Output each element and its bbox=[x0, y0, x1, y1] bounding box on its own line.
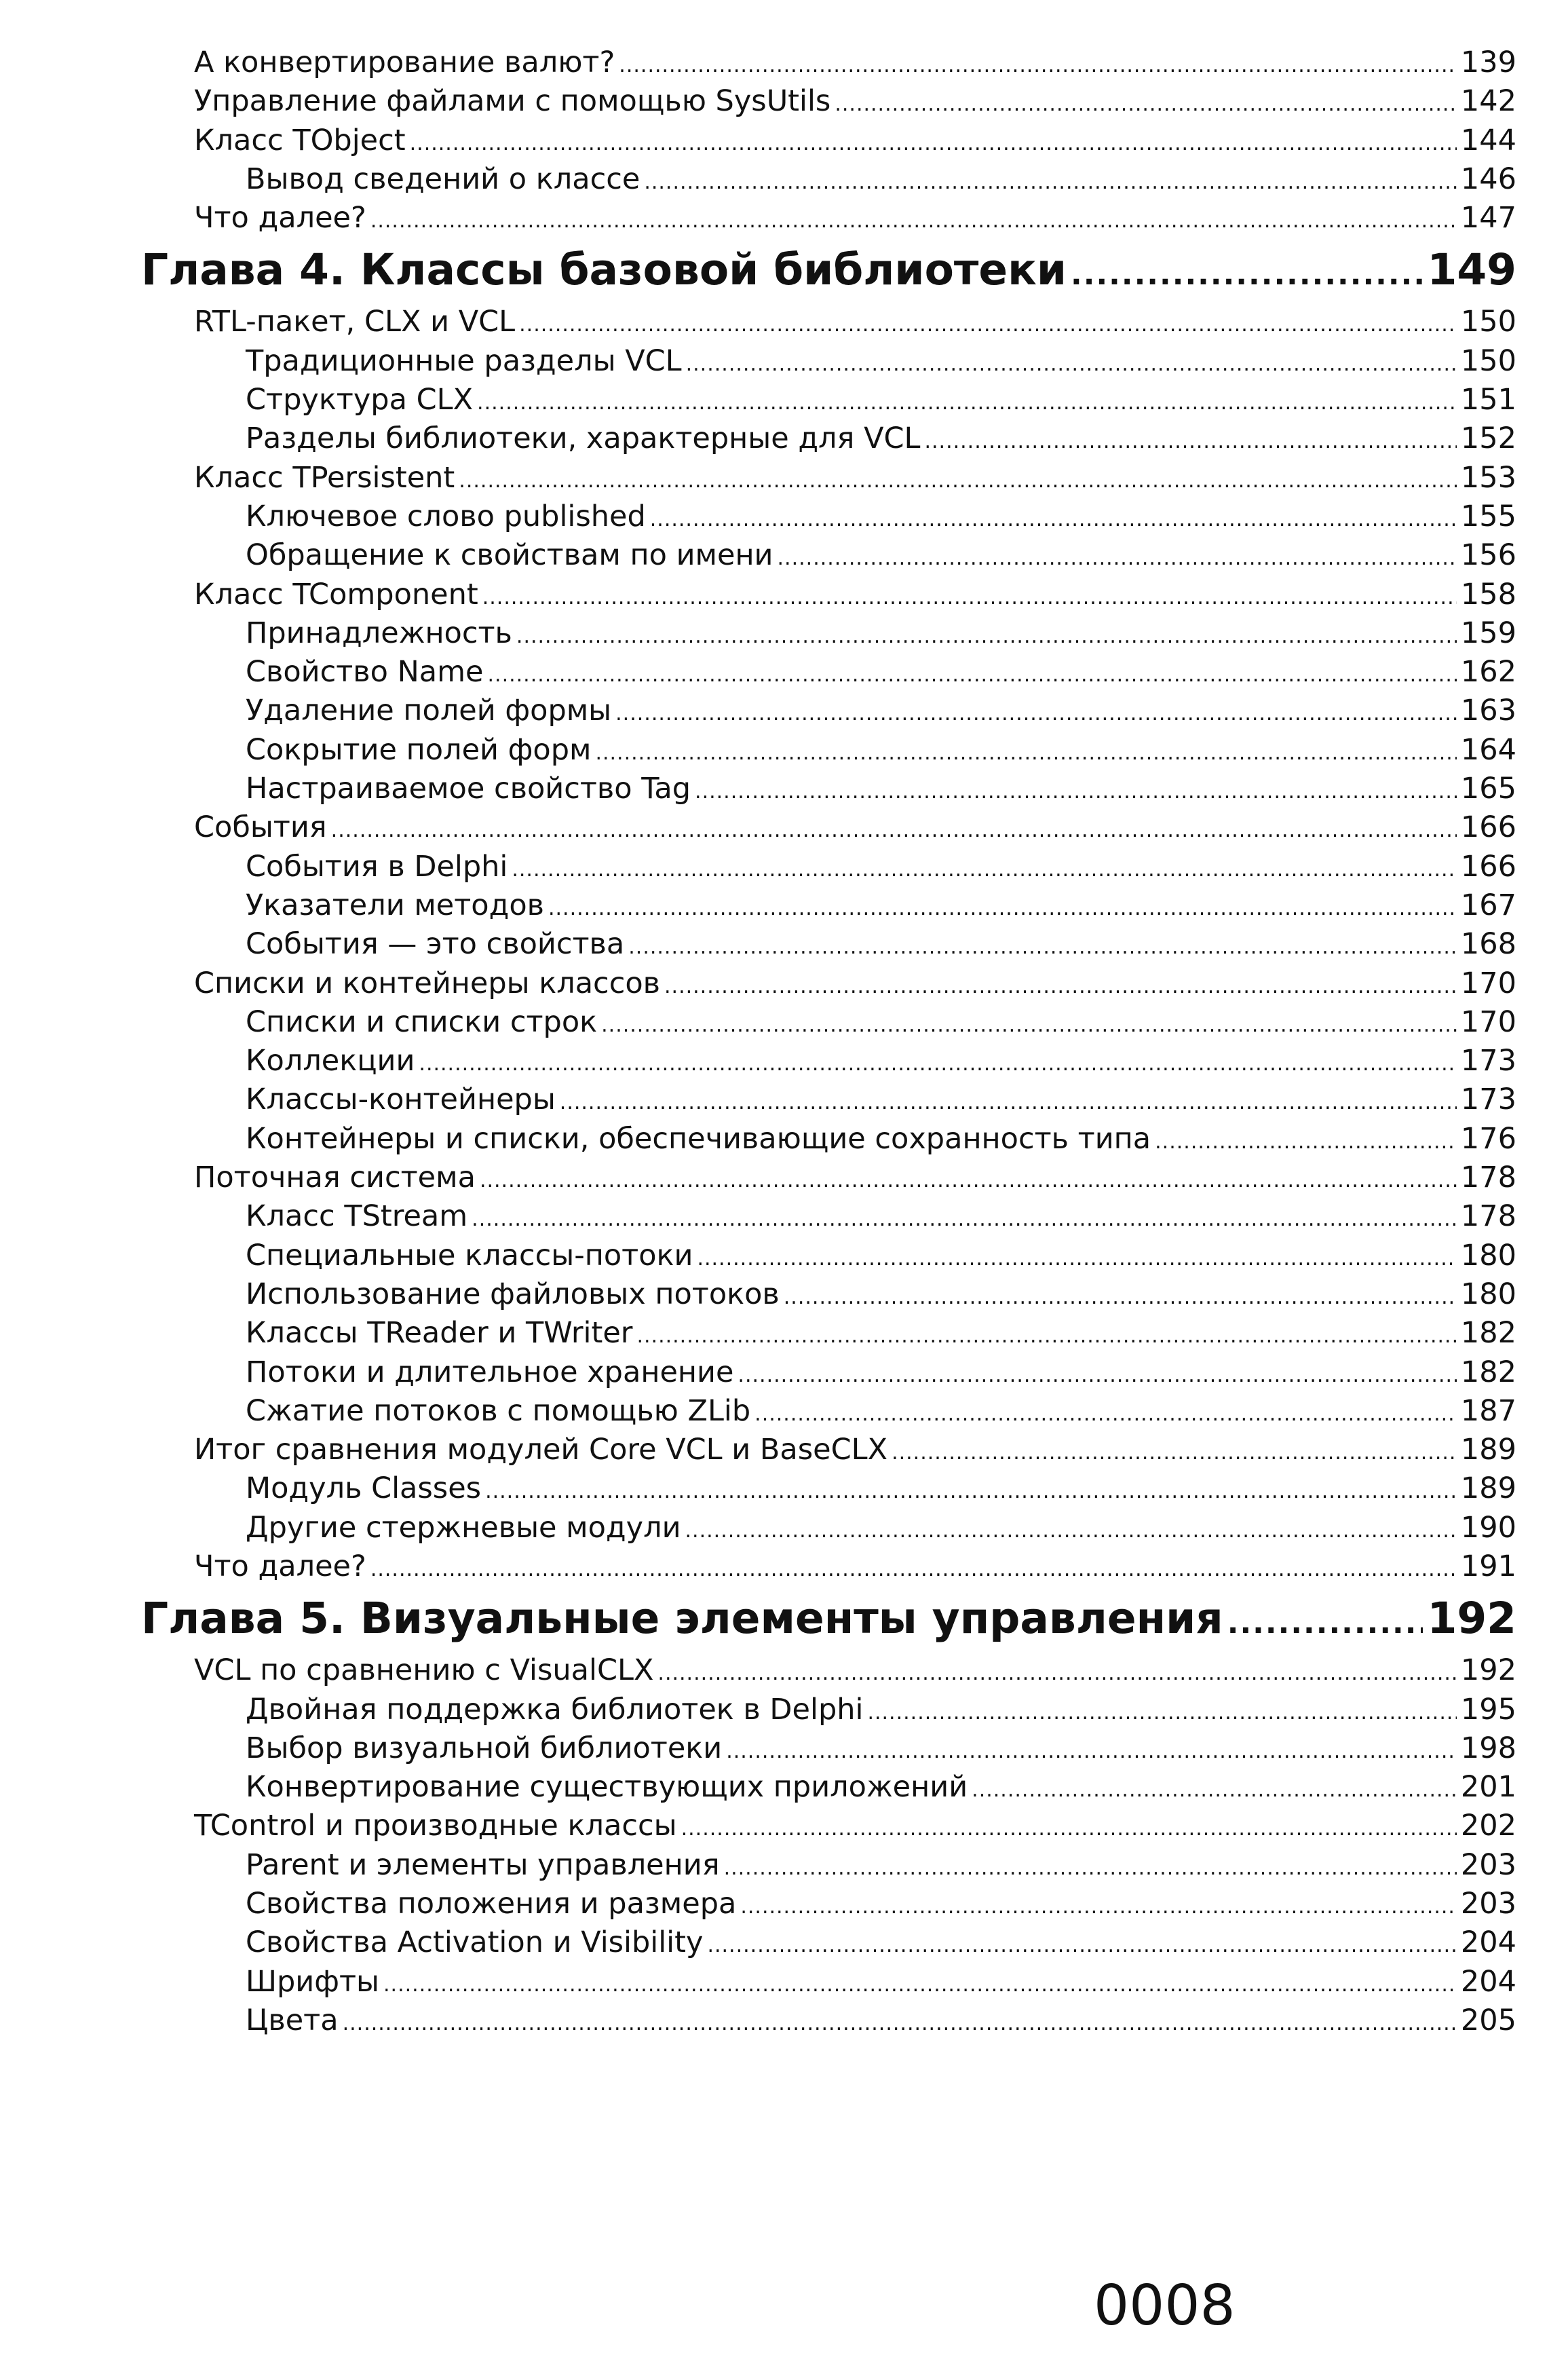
dot-leader bbox=[835, 85, 1457, 124]
toc-entry-title: Указатели методов bbox=[246, 888, 544, 922]
toc-entry-title: Принадлежность bbox=[246, 616, 512, 650]
toc-page-number: 189 bbox=[1460, 1471, 1516, 1506]
toc-entry bbox=[190, 1729, 1516, 1768]
page-number: 0008 bbox=[1094, 2274, 1236, 2338]
dot-leader bbox=[657, 1654, 1457, 1693]
toc-page-number: 165 bbox=[1460, 772, 1516, 806]
toc-page-number: 192 bbox=[1427, 1594, 1516, 1644]
dot-leader bbox=[512, 850, 1457, 889]
toc-entry bbox=[190, 419, 1516, 458]
toc-page-number: 158 bbox=[1460, 577, 1516, 611]
dot-leader bbox=[867, 1693, 1456, 1732]
dot-leader bbox=[650, 500, 1457, 539]
toc-entry-title: Коллекции bbox=[246, 1044, 415, 1078]
toc-entry bbox=[190, 964, 1516, 1003]
toc-entry bbox=[190, 342, 1516, 381]
toc-entry bbox=[190, 1003, 1516, 1042]
toc-entry bbox=[190, 497, 1516, 536]
dot-leader bbox=[707, 1926, 1456, 1965]
toc-entry-title: Обращение к свойствам по имени bbox=[246, 538, 773, 573]
dot-leader bbox=[370, 1550, 1457, 1589]
toc-entry-title: Настраиваемое свойство Tag bbox=[246, 772, 691, 806]
toc-page-number: 159 bbox=[1460, 616, 1516, 650]
dot-leader bbox=[1155, 1123, 1457, 1161]
toc-page-number: 156 bbox=[1460, 538, 1516, 573]
dot-leader bbox=[686, 345, 1457, 383]
toc-entry-title: Класс TObject bbox=[194, 123, 406, 157]
chapter-heading bbox=[141, 1590, 1516, 1647]
toc-entry-title: RTL-пакет, CLX и VCL bbox=[194, 305, 516, 339]
toc-entry-title: VCL по сравнению с VisualCLX bbox=[194, 1653, 654, 1688]
dot-leader bbox=[519, 305, 1457, 344]
toc-entry bbox=[190, 808, 1516, 847]
toc-page-number: 205 bbox=[1460, 2003, 1516, 2037]
toc-entry bbox=[190, 1275, 1516, 1314]
toc-page-number: 170 bbox=[1460, 966, 1516, 1000]
toc-entry-title: Модуль Classes bbox=[246, 1471, 482, 1506]
toc-entry-title: Итог сравнения модулей Core VCL и BaseCLX bbox=[194, 1433, 888, 1467]
toc-page-number: 187 bbox=[1460, 1393, 1516, 1428]
toc-entry bbox=[190, 692, 1516, 730]
toc-entry bbox=[190, 886, 1516, 925]
dot-leader bbox=[331, 811, 1457, 850]
toc-entry-title: Сжатие потоков с помощью ZLib bbox=[246, 1393, 751, 1428]
toc-entry bbox=[190, 1159, 1516, 1197]
toc-page-number: 170 bbox=[1460, 1004, 1516, 1039]
toc-entry bbox=[190, 1469, 1516, 1508]
toc-entry-title: Вывод сведений о классе bbox=[246, 162, 640, 196]
dot-leader bbox=[485, 1472, 1457, 1511]
toc-entry bbox=[190, 160, 1516, 199]
dot-leader bbox=[488, 656, 1457, 694]
toc-page-number: 139 bbox=[1460, 45, 1516, 79]
toc-page-number: 164 bbox=[1460, 732, 1516, 767]
toc-entry-title: Что далее? bbox=[194, 201, 366, 236]
toc-entry-title: А конвертирование валют? bbox=[194, 45, 615, 79]
toc-page-number: 195 bbox=[1460, 1692, 1516, 1727]
toc-page-number: 146 bbox=[1460, 162, 1516, 196]
toc-entry bbox=[190, 1807, 1516, 1845]
dot-leader bbox=[695, 772, 1457, 811]
toc-entry-title: Шрифты bbox=[246, 1964, 379, 1999]
toc-entry bbox=[190, 1651, 1516, 1690]
dot-leader bbox=[383, 1965, 1457, 2004]
toc-page-number: 190 bbox=[1460, 1510, 1516, 1545]
toc-entry bbox=[190, 1353, 1516, 1392]
toc-page-number: 149 bbox=[1427, 245, 1516, 295]
toc-page-number: 182 bbox=[1460, 1316, 1516, 1351]
dot-leader bbox=[477, 383, 1457, 422]
toc-entry-title: Что далее? bbox=[194, 1549, 366, 1583]
toc-page-number: 204 bbox=[1460, 1925, 1516, 1960]
toc-entry-title: Контейнеры и списки, обеспечивающие сохранность типа bbox=[246, 1121, 1151, 1156]
toc-entry-title: Удаление полей формы bbox=[246, 694, 612, 728]
toc-page-number: 204 bbox=[1460, 1964, 1516, 1999]
toc-entry bbox=[190, 1923, 1516, 1962]
toc-entry-title: Сокрытие полей форм bbox=[246, 732, 592, 767]
toc-entry bbox=[190, 1846, 1516, 1885]
toc-entry-title: События — это свойства bbox=[246, 927, 625, 962]
toc-page-number: 180 bbox=[1460, 1238, 1516, 1273]
toc-entry-title: Цвета bbox=[246, 2003, 339, 2037]
dot-leader bbox=[1227, 1595, 1423, 1652]
dot-leader bbox=[644, 163, 1457, 202]
toc-page-number: 201 bbox=[1460, 1770, 1516, 1805]
dot-leader bbox=[681, 1809, 1457, 1848]
chapter-title: Глава 5. Визуальные элементы управления bbox=[141, 1594, 1223, 1644]
toc-entry-title: Структура CLX bbox=[246, 383, 474, 417]
toc-entry-title: Поточная система bbox=[194, 1161, 476, 1195]
toc-entry bbox=[190, 82, 1516, 121]
dot-leader bbox=[697, 1239, 1456, 1278]
toc-entry bbox=[190, 1691, 1516, 1729]
dot-leader bbox=[1071, 246, 1423, 303]
toc-page-number: 192 bbox=[1460, 1653, 1516, 1688]
dot-leader bbox=[754, 1395, 1457, 1433]
toc-entry bbox=[190, 199, 1516, 238]
toc-page-number: 203 bbox=[1460, 1887, 1516, 1921]
toc-entry bbox=[190, 381, 1516, 419]
toc-entry-title: Класс TPersistent bbox=[194, 460, 455, 495]
dot-leader bbox=[740, 1887, 1457, 1926]
toc-entry bbox=[190, 459, 1516, 497]
toc-page-number: 151 bbox=[1460, 383, 1516, 417]
toc-page-number: 176 bbox=[1460, 1121, 1516, 1156]
toc-page-number: 167 bbox=[1460, 888, 1516, 922]
dot-leader bbox=[664, 967, 1457, 1006]
dot-leader bbox=[419, 1044, 1457, 1083]
toc-entry bbox=[190, 1768, 1516, 1807]
toc-page-number: 144 bbox=[1460, 123, 1516, 157]
toc-page-number: 189 bbox=[1460, 1433, 1516, 1467]
toc-page-number: 142 bbox=[1460, 84, 1516, 119]
toc-entry-title: Использование файловых потоков bbox=[246, 1277, 780, 1311]
dot-leader bbox=[685, 1511, 1457, 1550]
dot-leader bbox=[343, 2004, 1457, 2043]
toc-page-number: 166 bbox=[1460, 849, 1516, 884]
dot-leader bbox=[560, 1083, 1457, 1122]
dot-leader bbox=[615, 694, 1457, 733]
dot-leader bbox=[784, 1278, 1457, 1317]
toc-page-number: 150 bbox=[1460, 343, 1516, 378]
toc-entry bbox=[190, 1197, 1516, 1236]
toc-entry bbox=[190, 1392, 1516, 1431]
dot-leader bbox=[778, 539, 1457, 578]
toc-entry bbox=[190, 925, 1516, 964]
toc-entry bbox=[190, 303, 1516, 341]
toc-entry bbox=[190, 1120, 1516, 1159]
toc-page-number: 166 bbox=[1460, 810, 1516, 845]
toc-entry-title: Другие стержневые модули bbox=[246, 1510, 681, 1545]
dot-leader bbox=[601, 1006, 1457, 1044]
toc-entry bbox=[190, 848, 1516, 886]
dot-leader bbox=[628, 928, 1457, 966]
toc-entry-title: Свойство Name bbox=[246, 655, 484, 690]
chapter-heading bbox=[141, 242, 1516, 299]
toc-entry-title: Класс TComponent bbox=[194, 577, 478, 611]
dot-leader bbox=[972, 1771, 1457, 1809]
toc-entry bbox=[190, 1963, 1516, 2001]
toc-page-number: 162 bbox=[1460, 655, 1516, 690]
dot-leader bbox=[892, 1433, 1457, 1472]
toc-entry-title: Классы TReader и TWriter bbox=[246, 1316, 633, 1351]
dot-leader bbox=[924, 422, 1456, 461]
dot-leader bbox=[595, 734, 1456, 772]
toc-entry bbox=[190, 653, 1516, 692]
toc-entry-title: Свойства положения и размера bbox=[246, 1887, 737, 1921]
toc-entry bbox=[190, 1042, 1516, 1080]
dot-leader bbox=[516, 617, 1457, 656]
toc-entry-title: Конвертирование существующих приложений bbox=[246, 1770, 968, 1805]
toc-entry bbox=[190, 2001, 1516, 2040]
toc-entry-title: Управление файлами с помощью SysUtils bbox=[194, 84, 831, 119]
toc-page-number: 191 bbox=[1460, 1549, 1516, 1583]
chapter-title: Глава 4. Классы базовой библиотеки bbox=[141, 245, 1067, 295]
toc-page-number: 163 bbox=[1460, 694, 1516, 728]
toc-page-number: 202 bbox=[1460, 1809, 1516, 1843]
toc-page-number: 173 bbox=[1460, 1044, 1516, 1078]
dot-leader bbox=[482, 578, 1457, 617]
toc-entry-title: Классы-контейнеры bbox=[246, 1083, 556, 1117]
toc-entry-title: TControl и производные классы bbox=[194, 1809, 677, 1843]
dot-leader bbox=[548, 889, 1457, 928]
toc-entry bbox=[190, 731, 1516, 770]
toc-page-number: 198 bbox=[1460, 1731, 1516, 1765]
toc-entry bbox=[190, 614, 1516, 653]
toc-entry bbox=[190, 43, 1516, 82]
toc-entry bbox=[190, 1885, 1516, 1923]
toc-entry-title: Ключевое слово published bbox=[246, 499, 646, 533]
toc-entry bbox=[190, 1431, 1516, 1469]
toc-entry-title: Традиционные разделы VCL bbox=[246, 343, 682, 378]
toc-entry bbox=[190, 1237, 1516, 1275]
toc-page-number: 178 bbox=[1460, 1199, 1516, 1234]
dot-leader bbox=[459, 462, 1457, 500]
toc-page-number: 180 bbox=[1460, 1277, 1516, 1311]
dot-leader bbox=[370, 202, 1457, 240]
toc-page-number: 173 bbox=[1460, 1083, 1516, 1117]
toc-entry bbox=[190, 1509, 1516, 1547]
dot-leader bbox=[472, 1200, 1457, 1239]
dot-leader bbox=[724, 1849, 1457, 1887]
dot-leader bbox=[738, 1356, 1457, 1395]
toc-page-number: 168 bbox=[1460, 927, 1516, 962]
dot-leader bbox=[636, 1317, 1456, 1355]
toc-page-number: 203 bbox=[1460, 1847, 1516, 1882]
toc-entry-title: Разделы библиотеки, характерные для VCL bbox=[246, 421, 921, 456]
toc-entry-title: Выбор визуальной библиотеки bbox=[246, 1731, 723, 1765]
table-of-contents bbox=[141, 43, 1516, 2040]
toc-page-number: 150 bbox=[1460, 305, 1516, 339]
toc-entry-title: Списки и контейнеры классов bbox=[194, 966, 660, 1000]
toc-page-number: 153 bbox=[1460, 460, 1516, 495]
toc-entry-title: Потоки и длительное хранение bbox=[246, 1355, 734, 1389]
toc-entry-title: Специальные классы-потоки bbox=[246, 1238, 693, 1273]
dot-leader bbox=[726, 1732, 1457, 1771]
toc-page-number: 178 bbox=[1460, 1161, 1516, 1195]
toc-page-number: 147 bbox=[1460, 201, 1516, 236]
dot-leader bbox=[480, 1161, 1457, 1200]
toc-page-number: 182 bbox=[1460, 1355, 1516, 1389]
toc-entry bbox=[190, 1080, 1516, 1119]
toc-entry-title: События bbox=[194, 810, 327, 845]
dot-leader bbox=[410, 124, 1457, 163]
toc-entry-title: Parent и элементы управления bbox=[246, 1847, 720, 1882]
toc-entry-title: Списки и списки строк bbox=[246, 1004, 598, 1039]
toc-entry bbox=[190, 576, 1516, 614]
toc-entry bbox=[190, 121, 1516, 160]
toc-entry-title: Класс TStream bbox=[246, 1199, 468, 1234]
toc-entry bbox=[190, 1547, 1516, 1586]
toc-page-number: 152 bbox=[1460, 421, 1516, 456]
toc-entry-title: События в Delphi bbox=[246, 849, 508, 884]
toc-entry-title: Свойства Activation и Visibility bbox=[246, 1925, 704, 1960]
toc-entry bbox=[190, 1314, 1516, 1353]
toc-entry bbox=[190, 536, 1516, 575]
dot-leader bbox=[619, 46, 1457, 85]
toc-page-number: 155 bbox=[1460, 499, 1516, 533]
toc-entry bbox=[190, 770, 1516, 808]
toc-entry-title: Двойная поддержка библиотек в Delphi bbox=[246, 1692, 864, 1727]
